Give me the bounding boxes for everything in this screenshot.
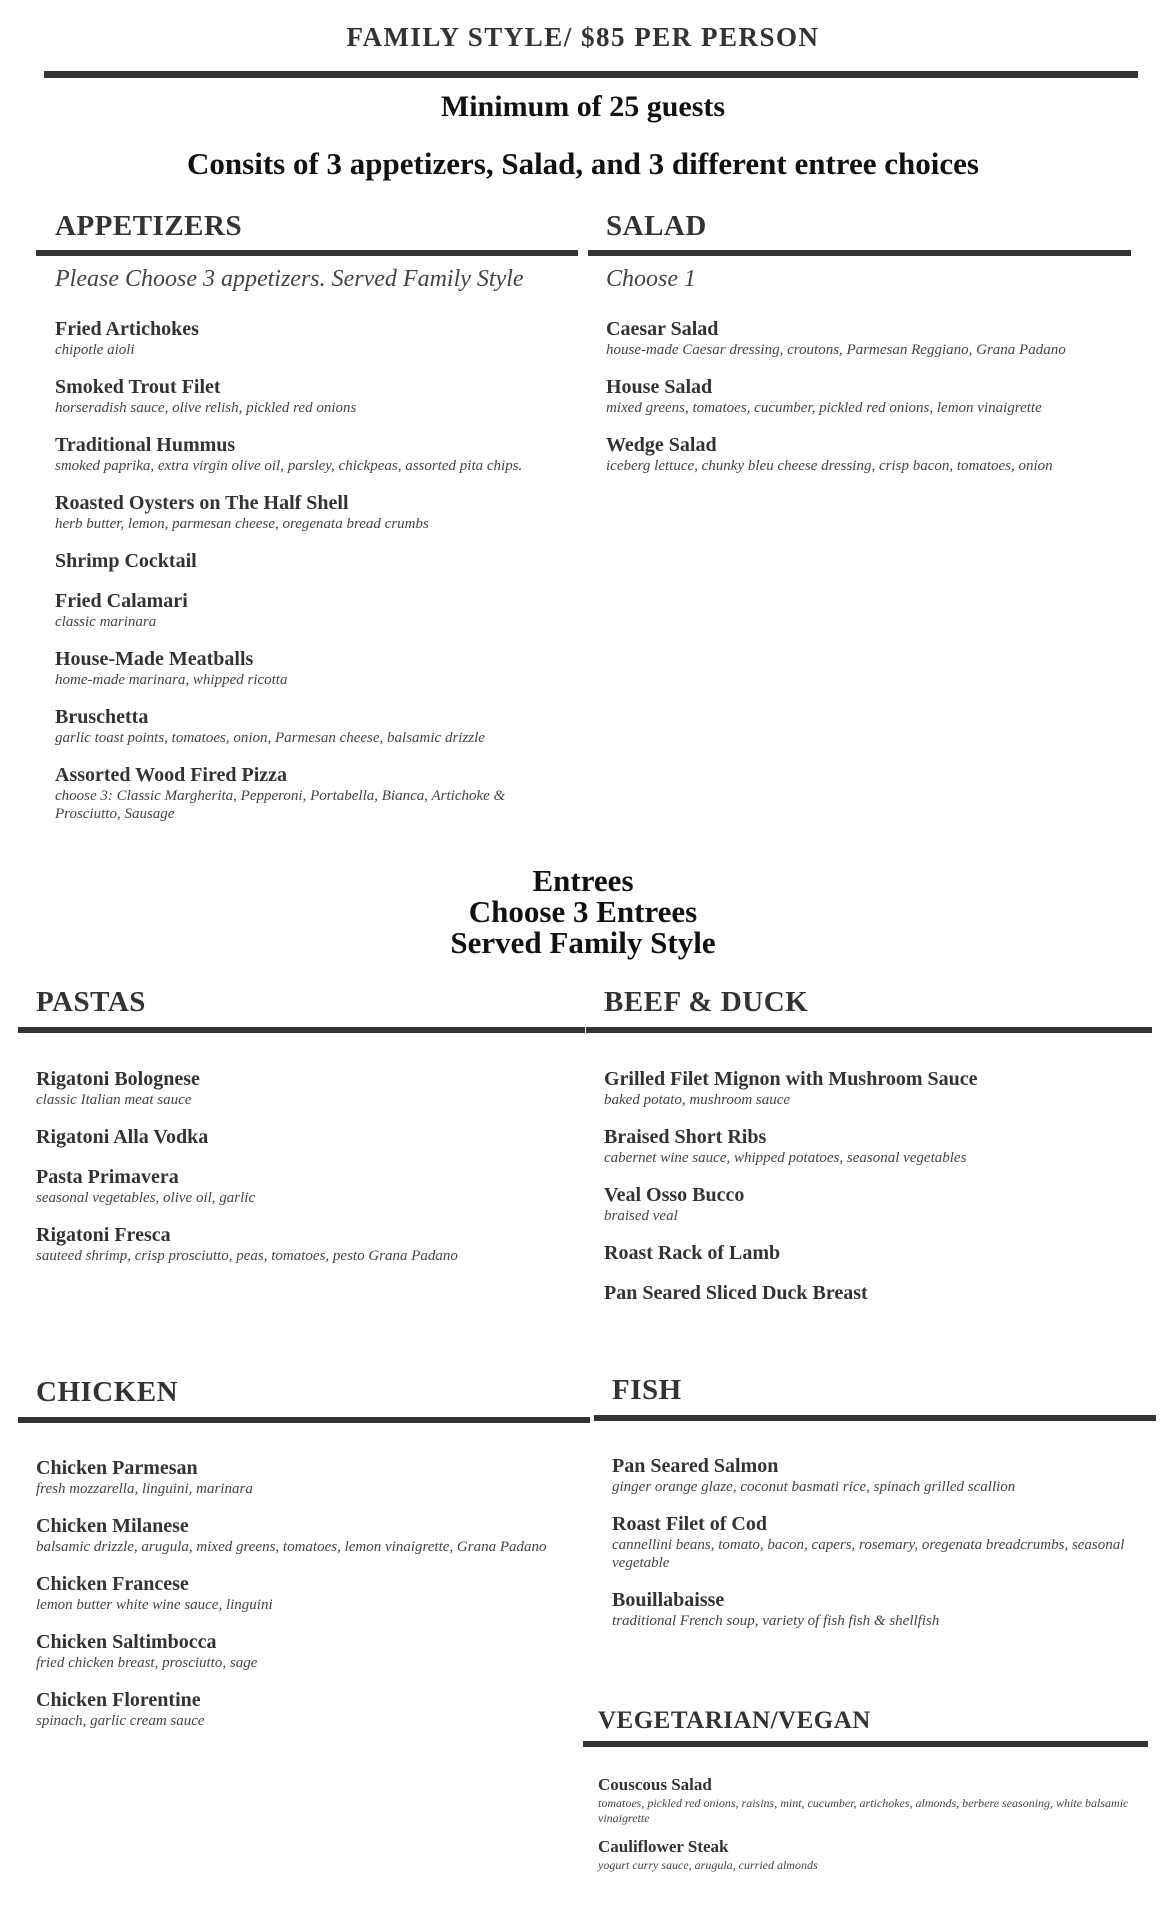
menu-item-description: lemon butter white wine sauce, linguini [36,1597,273,1613]
menu-item-description: house-made Caesar dressing, croutons, Parmesan Reggiano, Grana Padano [606,342,1066,358]
menu-item [606,317,1126,359]
menu-item [36,1572,556,1614]
menu-item-name: Braised Short Ribs [604,1126,767,1148]
menu-item-name: Roast Filet of Cod [612,1513,767,1535]
menu-item [612,1512,1148,1572]
menu-item-name: Chicken Parmesan [36,1457,198,1479]
menu-item [36,1223,576,1265]
menu-item-name: House Salad [606,376,713,398]
menu-item [604,1125,1144,1167]
menu-item [55,317,555,359]
menu-item-name: Couscous Salad [598,1775,712,1794]
section-heading-fish: FISH [612,1374,682,1406]
menu-item [604,1241,1144,1265]
menu-item-name: Smoked Trout Filet [55,376,221,398]
entrees-banner [0,865,1166,958]
divider [594,1415,1156,1421]
menu-item-name: Rigatoni Bolognese [36,1068,200,1090]
menu-item [606,433,1126,475]
menu-item-description: fried chicken breast, prosciutto, sage [36,1655,258,1671]
menu-item-description: spinach, garlic cream sauce [36,1713,205,1729]
menu-item-name: Pasta Primavera [36,1166,179,1188]
menu-item [36,1514,556,1556]
section-heading-vegetarian: VEGETARIAN/VEGAN [598,1707,871,1734]
menu-item-name: Assorted Wood Fired Pizza [55,764,288,786]
menu-item-name: Shrimp Cocktail [55,550,197,572]
menu-item-name: Chicken Saltimbocca [36,1631,217,1653]
menu-item [36,1456,556,1498]
minimum-guests: Minimum of 25 guests [440,90,726,123]
menu-item-description: cannellini beans, tomato, bacon, capers, rosemary, oregenata breadcrumbs, seasonal vegetable [612,1537,1125,1571]
menu-item-description: cabernet wine sauce, whipped potatoes, seasonal vegetables [604,1150,967,1166]
menu-item [612,1588,1148,1630]
menu-item-description: traditional French soup, variety of fish fish & shellfish [612,1613,940,1629]
menu-item [36,1125,576,1149]
menu-item [55,647,555,689]
menu-item-name: Wedge Salad [606,434,717,456]
section-heading-chicken: CHICKEN [36,1376,179,1408]
salad-intro: Choose 1 [606,266,696,292]
menu-item-name: Caesar Salad [606,318,719,340]
menu-description: Consits of 3 appetizers, Salad, and 3 different entree choices [187,146,979,181]
menu-item-description: seasonal vegetables, olive oil, garlic [36,1190,256,1206]
menu-item-description: classic marinara [55,614,157,630]
menu-item-description: mixed greens, tomatoes, cucumber, pickled red onions, lemon vinaigrette [606,400,1042,416]
vegetarian-list [598,1774,1133,1883]
menu-item [604,1067,1144,1109]
menu-item-description: horseradish sauce, olive relish, pickled red onions [55,400,357,416]
menu-item-description: garlic toast points, tomatoes, onion, Parmesan cheese, balsamic drizzle [55,730,485,746]
menu-item [604,1183,1144,1225]
divider [18,1027,585,1033]
menu-item [55,705,555,747]
menu-item [612,1454,1148,1496]
entrees-served: Served Family Style [450,925,716,960]
pastas-list [36,1067,576,1281]
section-heading-salad: SALAD [606,210,707,242]
appetizers-list [55,317,555,839]
divider [18,1417,590,1423]
menu-item-description: home-made marinara, whipped ricotta [55,672,288,688]
menu-item [55,491,555,533]
divider [583,1741,1148,1747]
divider [586,1027,1152,1033]
menu-item-name: Roasted Oysters on The Half Shell [55,492,349,514]
menu-item-description: classic Italian meat sauce [36,1092,192,1108]
menu-item-description: yogurt curry sauce, arugula, curried almonds [598,1858,818,1872]
menu-item-description: tomatoes, pickled red onions, raisins, mint, cucumber, artichokes, almonds, berbere seasoning, white balsamic vinaigrette [598,1796,1129,1825]
menu-item-description: ginger orange glaze, coconut basmati rice, spinach grilled scallion [612,1479,1016,1495]
menu-item [36,1688,556,1730]
menu-item-name: Chicken Milanese [36,1515,189,1537]
menu-item [36,1067,576,1109]
menu-item-name: Chicken Florentine [36,1689,201,1711]
menu-item-description: smoked paprika, extra virgin olive oil, parsley, chickpeas, assorted pita chips. [55,458,523,474]
menu-item [55,549,555,573]
menu-item-description: fresh mozzarella, linguini, marinara [36,1481,253,1497]
chicken-list [36,1456,556,1746]
menu-item-description: baked potato, mushroom sauce [604,1092,791,1108]
entrees-choose: Choose 3 Entrees [468,894,698,929]
menu-item-name: Pan Seared Salmon [612,1455,779,1477]
menu-item [55,763,555,823]
menu-item [55,375,555,417]
menu-item-description: iceberg lettuce, chunky bleu cheese dressing, crisp bacon, tomatoes, onion [606,458,1053,474]
beef-duck-list [604,1067,1144,1321]
menu-item [604,1281,1144,1305]
menu-item-description: chipotle aioli [55,342,135,358]
section-heading-pastas: PASTAS [36,986,146,1018]
menu-item [55,589,555,631]
divider [44,71,1138,78]
menu-item-name: Chicken Francese [36,1573,189,1595]
menu-item-description: herb butter, lemon, parmesan cheese, oregenata bread crumbs [55,516,429,532]
section-heading-appetizers: APPETIZERS [55,210,243,242]
divider [36,250,578,256]
menu-item-name: Fried Calamari [55,590,188,612]
menu-item [36,1630,556,1672]
menu-title: FAMILY STYLE/ $85 PER PERSON [346,22,820,52]
menu-item-name: Pan Seared Sliced Duck Breast [604,1282,868,1304]
menu-item [598,1836,1133,1873]
menu-item-description: braised veal [604,1208,678,1224]
menu-item-name: Rigatoni Fresca [36,1224,171,1246]
section-heading-beef-duck: BEEF & DUCK [604,986,809,1018]
salad-list [606,317,1126,491]
menu-item-name: Rigatoni Alla Vodka [36,1126,209,1148]
menu-item [606,375,1126,417]
menu-item-name: Bruschetta [55,706,149,728]
appetizers-intro: Please Choose 3 appetizers. Served Family Style [55,266,524,292]
menu-item-name: Traditional Hummus [55,434,236,456]
fish-list [612,1454,1148,1646]
menu-item-name: Veal Osso Bucco [604,1184,745,1206]
menu-item-description: choose 3: Classic Margherita, Pepperoni, Portabella, Bianca, Artichoke & Prosciutto, Sausage [55,788,506,822]
menu-item-name: Fried Artichokes [55,318,199,340]
menu-item [598,1774,1133,1826]
menu-item-description: sauteed shrimp, crisp prosciutto, peas, tomatoes, pesto Grana Padano [36,1248,458,1264]
menu-item [55,433,555,475]
menu-item-description: balsamic drizzle, arugula, mixed greens, tomatoes, lemon vinaigrette, Grana Padano [36,1539,547,1555]
divider [588,250,1131,256]
menu-item-name: Roast Rack of Lamb [604,1242,781,1264]
menu-item [36,1165,576,1207]
menu-item-name: Grilled Filet Mignon with Mushroom Sauce [604,1068,978,1090]
menu-item-name: House-Made Meatballs [55,648,254,670]
menu-item-name: Cauliflower Steak [598,1837,729,1856]
entrees-title: Entrees [532,863,634,898]
menu-item-name: Bouillabaisse [612,1589,725,1611]
